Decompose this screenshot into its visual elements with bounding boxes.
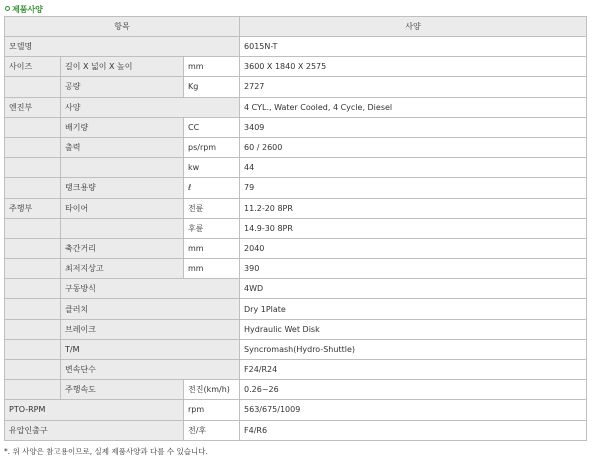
row-value: 4 CYL., Water Cooled, 4 Cycle, Diesel — [240, 97, 587, 117]
table-row — [5, 299, 587, 319]
row-sublabel: 공량 — [61, 77, 184, 97]
row-label-empty — [5, 238, 61, 258]
table-row — [5, 117, 587, 137]
row-sublabel: 탱크용량 — [61, 178, 184, 198]
table-row — [5, 158, 587, 178]
row-value: 3600 X 1840 X 2575 — [240, 57, 587, 77]
header-spec: 사양 — [240, 17, 587, 37]
table-row — [5, 178, 587, 198]
row-value: 79 — [240, 178, 587, 198]
section-title — [5, 4, 43, 16]
table-row — [5, 279, 587, 299]
row-label: PTO-RPM — [5, 400, 184, 420]
row-value: 14.9-30 8PR — [240, 218, 587, 238]
row-value: 3409 — [240, 117, 587, 137]
row-value: Syncromash(Hydro-Shuttle) — [240, 339, 587, 359]
row-sublabel: 브레이크 — [61, 319, 240, 339]
row-value: 0.26~26 — [240, 380, 587, 400]
row-value: 563/675/1009 — [240, 400, 587, 420]
row-sublabel: 주행속도 — [61, 380, 184, 400]
row-sublabel: 구동방식 — [61, 279, 240, 299]
table-row — [5, 339, 587, 359]
row-label: 유압인출구 — [5, 420, 184, 440]
row-label-empty — [5, 319, 61, 339]
row-unit: CC — [184, 117, 240, 137]
bullet-icon — [5, 6, 10, 11]
row-sublabel: 출력 — [61, 137, 184, 157]
row-value: 2727 — [240, 77, 587, 97]
table-row — [5, 37, 587, 57]
header-item: 항목 — [5, 17, 240, 37]
row-value: F4/R6 — [240, 420, 587, 440]
table-row — [5, 380, 587, 400]
table-row — [5, 218, 587, 238]
row-unit: 후륜 — [184, 218, 240, 238]
row-label-empty — [5, 339, 61, 359]
row-unit: kw — [184, 158, 240, 178]
table-row — [5, 319, 587, 339]
table-row — [5, 400, 587, 420]
row-sublabel: 변속단수 — [61, 360, 240, 380]
table-row — [5, 259, 587, 279]
row-label: 모델명 — [5, 37, 240, 57]
row-label-empty — [5, 77, 61, 97]
row-label-empty — [5, 158, 61, 178]
row-unit: ps/rpm — [184, 137, 240, 157]
row-unit: mm — [184, 238, 240, 258]
row-value: 2040 — [240, 238, 587, 258]
row-label-empty — [5, 279, 61, 299]
row-unit: rpm — [184, 400, 240, 420]
row-value: Hydraulic Wet Disk — [240, 319, 587, 339]
row-label: 엔진부 — [5, 97, 61, 117]
row-unit: Kg — [184, 77, 240, 97]
row-unit: 전륜 — [184, 198, 240, 218]
row-value: F24/R24 — [240, 360, 587, 380]
row-value: 4WD — [240, 279, 587, 299]
row-label-empty — [5, 299, 61, 319]
row-label-empty — [5, 380, 61, 400]
row-sublabel: 클러치 — [61, 299, 240, 319]
row-sublabel-empty — [61, 158, 184, 178]
row-value: 60 / 2600 — [240, 137, 587, 157]
row-label-empty — [5, 218, 61, 238]
row-unit: 전진(km/h) — [184, 380, 240, 400]
row-label: 주행부 — [5, 198, 61, 218]
row-sublabel: 최저지상고 — [61, 259, 184, 279]
table-row — [5, 97, 587, 117]
row-label: 사이즈 — [5, 57, 61, 77]
row-label-empty — [5, 360, 61, 380]
table-header-row — [5, 17, 587, 37]
row-unit: ℓ — [184, 178, 240, 198]
row-sublabel: T/M — [61, 339, 240, 359]
table-row — [5, 238, 587, 258]
row-value: 390 — [240, 259, 587, 279]
row-label-empty — [5, 178, 61, 198]
row-sublabel: 축간거리 — [61, 238, 184, 258]
row-sublabel: 배기량 — [61, 117, 184, 137]
row-unit: mm — [184, 57, 240, 77]
row-unit: mm — [184, 259, 240, 279]
spec-table — [4, 16, 587, 441]
row-label-empty — [5, 117, 61, 137]
table-row — [5, 137, 587, 157]
table-row — [5, 57, 587, 77]
table-row — [5, 77, 587, 97]
row-label-empty — [5, 137, 61, 157]
row-value: 6015N-T — [240, 37, 587, 57]
row-label-empty — [5, 259, 61, 279]
table-row — [5, 198, 587, 218]
table-row — [5, 360, 587, 380]
row-sublabel-empty — [61, 218, 184, 238]
section-title-text: 제품사양 — [12, 5, 43, 14]
table-row — [5, 420, 587, 440]
row-value: 44 — [240, 158, 587, 178]
row-sublabel: 타이어 — [61, 198, 184, 218]
footnote: *. 위 사양은 참고용이므로, 실제 제품사양과 다를 수 있습니다. — [4, 447, 208, 456]
row-unit: 전/후 — [184, 420, 240, 440]
row-value: 11.2-20 8PR — [240, 198, 587, 218]
row-sublabel: 사양 — [61, 97, 240, 117]
row-value: Dry 1Plate — [240, 299, 587, 319]
row-sublabel: 길이 X 넓이 X 높이 — [61, 57, 184, 77]
